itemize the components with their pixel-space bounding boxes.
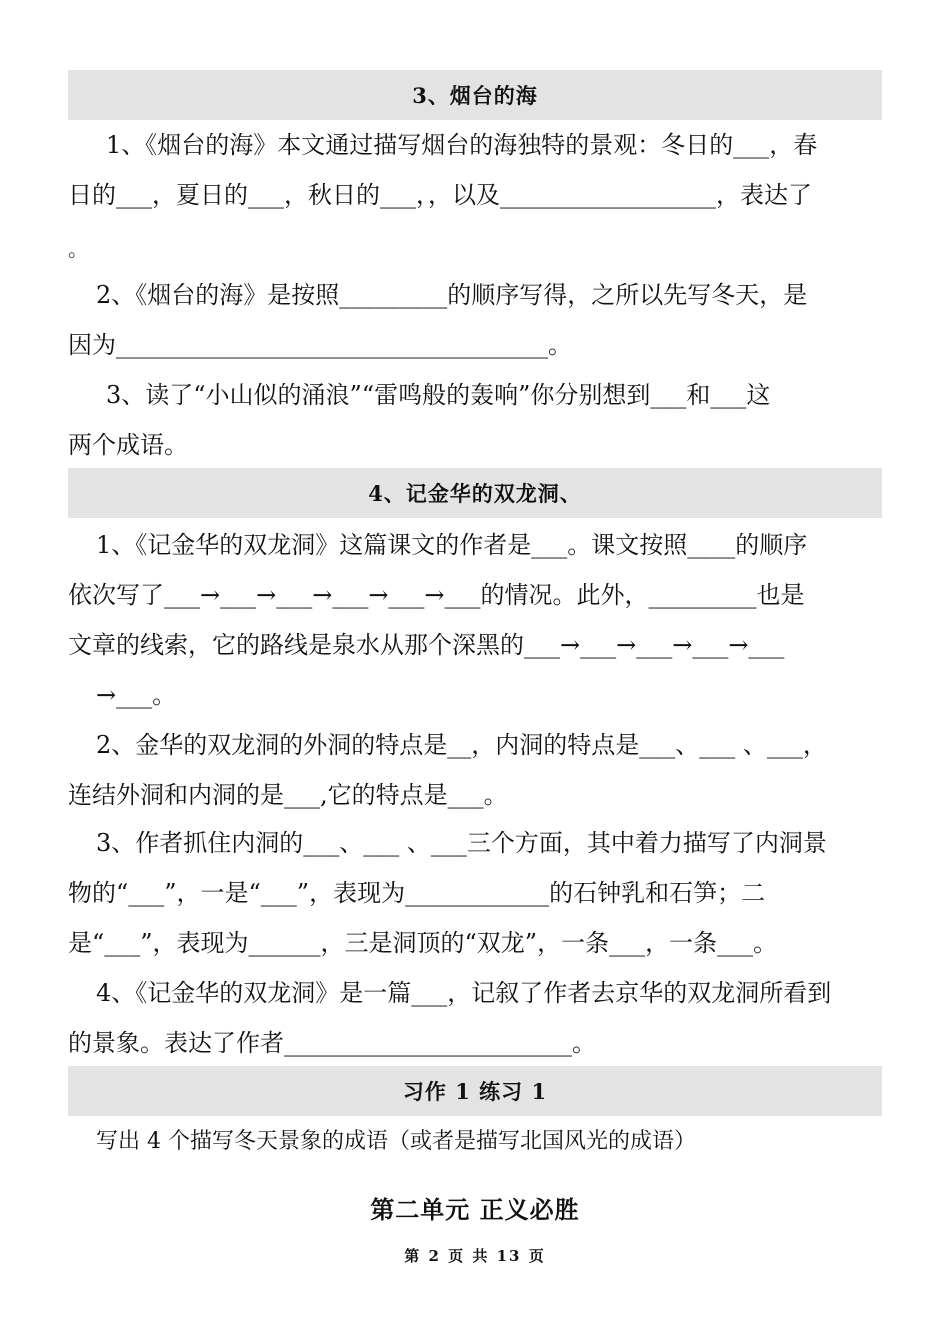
text-line: 文章的线索，它的路线是泉水从那个深黑的___→___→___→___→___ <box>68 631 785 659</box>
unit-title: 第二单元 正义必胜 <box>370 1195 580 1224</box>
text-line: 写出 4 个描写冬天景象的成语（或者是描写北国风光的成语） <box>96 1129 696 1154</box>
section-title: 4、记金华的双龙洞、 <box>368 481 582 506</box>
text-line: 因为____________________________________。 <box>68 331 572 359</box>
text-line: 1、《记金华的双龙洞》这篇课文的作者是___。课文按照____的顺序 <box>96 531 808 559</box>
text-line: 依次写了___→___→___→___→___→___的情况。此外，_________也是 <box>68 581 805 609</box>
text-line: 两个成语。 <box>68 431 188 459</box>
text-line: 4、《记金华的双龙洞》是一篇___，记叙了作者去京华的双龙洞所看到 <box>96 979 832 1007</box>
text-line: 的景象。表达了作者________________________。 <box>68 1029 596 1057</box>
text-line: 是“___”，表现为______，三是洞顶的“双龙”，一条___，一条___。 <box>68 929 778 957</box>
text-line: 日的___，夏日的___，秋日的___，，以及__________________，表达了 <box>68 181 812 209</box>
section-header-yantai <box>68 70 882 120</box>
text-line: 2、《烟台的海》是按照_________的顺序写得，之所以先写冬天，是 <box>96 281 808 309</box>
section-header-shuanglong <box>68 468 882 518</box>
section-title: 3、烟台的海 <box>412 83 538 108</box>
section-title: 习作 1 练习 1 <box>402 1079 548 1104</box>
section-header-xizuo <box>68 1066 882 1116</box>
text-line: 1、《烟台的海》本文通过描写烟台的海独特的景观：冬日的___，春 <box>106 131 818 159</box>
text-line: →___。 <box>96 681 177 709</box>
page-footer: 第 2 页 共 13 页 <box>404 1247 546 1265</box>
text-line: 3、作者抓住内洞的___、___ 、___三个方面，其中着力描写了内洞景 <box>96 829 827 857</box>
text-line: 。 <box>68 237 88 261</box>
text-line: 连结外洞和内洞的是___,它的特点是___。 <box>68 781 508 809</box>
text-line: 物的“___”，一是“___”，表现为____________的石钟乳和石笋；二 <box>68 879 766 907</box>
text-line: 3、读了“小山似的涌浪”“雷鸣般的轰响”你分别想到___和___这 <box>106 381 771 409</box>
text-line: 2、金华的双龙洞的外洞的特点是__，内洞的特点是___、___ 、___， <box>96 731 827 759</box>
